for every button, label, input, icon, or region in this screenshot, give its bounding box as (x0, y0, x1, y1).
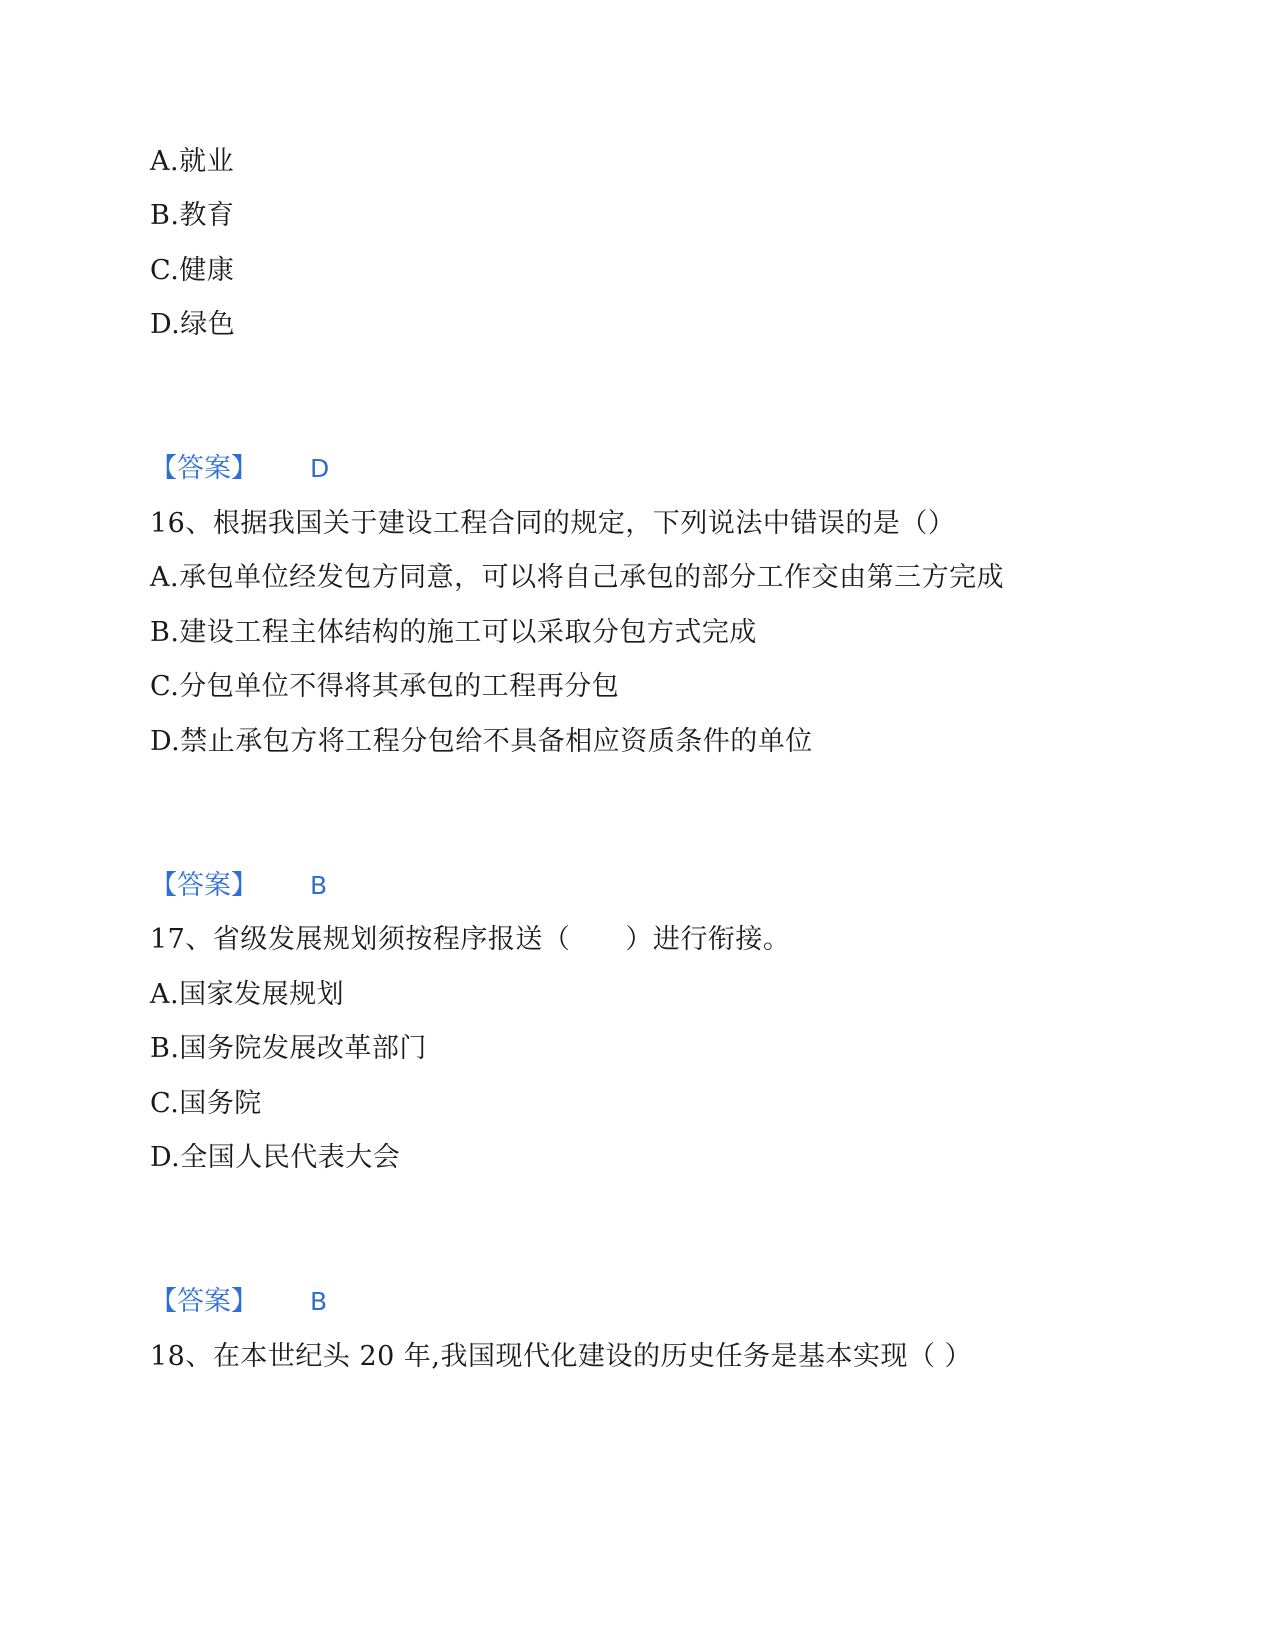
answer-label: 【答案】 (150, 870, 258, 901)
q16-answer (150, 868, 327, 904)
q16-option-b: B.建设工程主体结构的施工可以采取分包方式完成 (150, 617, 757, 648)
q16-question: 16、根据我国关于建设工程合同的规定，下列说法中错误的是（） (150, 508, 956, 539)
q17-option-b: B.国务院发展改革部门 (150, 1033, 427, 1064)
q15-option-c: C.健康 (150, 255, 235, 286)
q15-option-b: B.教育 (150, 200, 235, 231)
q17-option-d: D.全国人民代表大会 (150, 1142, 401, 1173)
answer-label: 【答案】 (150, 1286, 258, 1317)
answer-value: D (310, 454, 330, 483)
q15-option-d: D.绿色 (150, 309, 236, 340)
q17-option-a: A.国家发展规划 (150, 979, 345, 1010)
q18-question: 18、在本世纪头 20 年,我国现代化建设的历史任务是基本实现（ ） (150, 1341, 973, 1372)
q16-option-c: C.分包单位不得将其承包的工程再分包 (150, 671, 620, 702)
q17-answer (150, 1284, 327, 1320)
q16-option-a: A.承包单位经发包方同意，可以将自己承包的部分工作交由第三方完成 (150, 562, 1005, 593)
q15-answer (150, 451, 329, 487)
q17-option-c: C.国务院 (150, 1088, 262, 1119)
q16-option-d: D.禁止承包方将工程分包给不具备相应资质条件的单位 (150, 726, 813, 757)
q15-option-a: A.就业 (150, 146, 235, 177)
answer-value: B (310, 871, 328, 900)
q17-question: 17、省级发展规划须按程序报送（ ）进行衔接。 (150, 924, 791, 955)
answer-value: B (310, 1287, 328, 1316)
answer-label: 【答案】 (150, 453, 258, 484)
